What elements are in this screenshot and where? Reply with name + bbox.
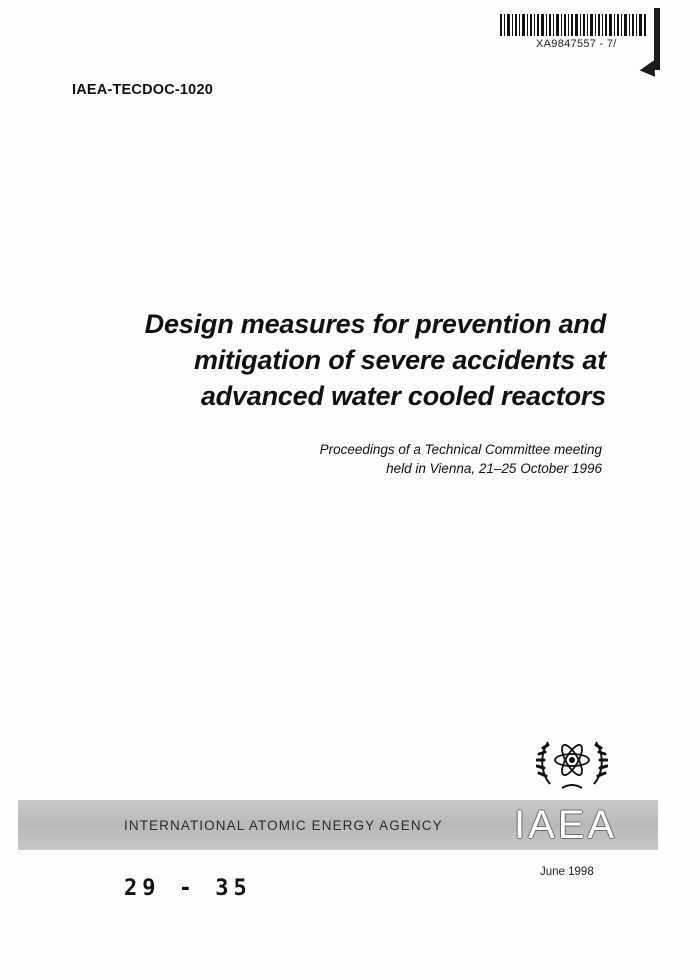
title-line: Design measures for prevention and bbox=[144, 309, 606, 339]
agency-logo-text: IAEA bbox=[514, 803, 618, 847]
subtitle-line: Proceedings of a Technical Committee meeting bbox=[319, 442, 602, 457]
barcode-sticker bbox=[500, 14, 648, 64]
publication-date: June 1998 bbox=[540, 866, 594, 878]
agency-band bbox=[18, 800, 658, 850]
agency-name: INTERNATIONAL ATOMIC ENERGY AGENCY bbox=[124, 818, 443, 833]
barcode-number: XA9847557 - 7/ bbox=[536, 38, 617, 50]
atom-olive-wreath-emblem-icon bbox=[536, 726, 608, 792]
document-title bbox=[46, 306, 606, 414]
title-line: advanced water cooled reactors bbox=[200, 381, 606, 411]
subtitle-line: held in Vienna, 21–25 October 1996 bbox=[386, 461, 602, 476]
title-line: mitigation of severe accidents at bbox=[193, 345, 606, 375]
document-code: IAEA-TECDOC-1020 bbox=[72, 82, 213, 98]
document-subtitle bbox=[182, 440, 602, 478]
barcode-icon bbox=[500, 14, 648, 36]
handwritten-page-range: 29 - 35 bbox=[124, 876, 252, 901]
